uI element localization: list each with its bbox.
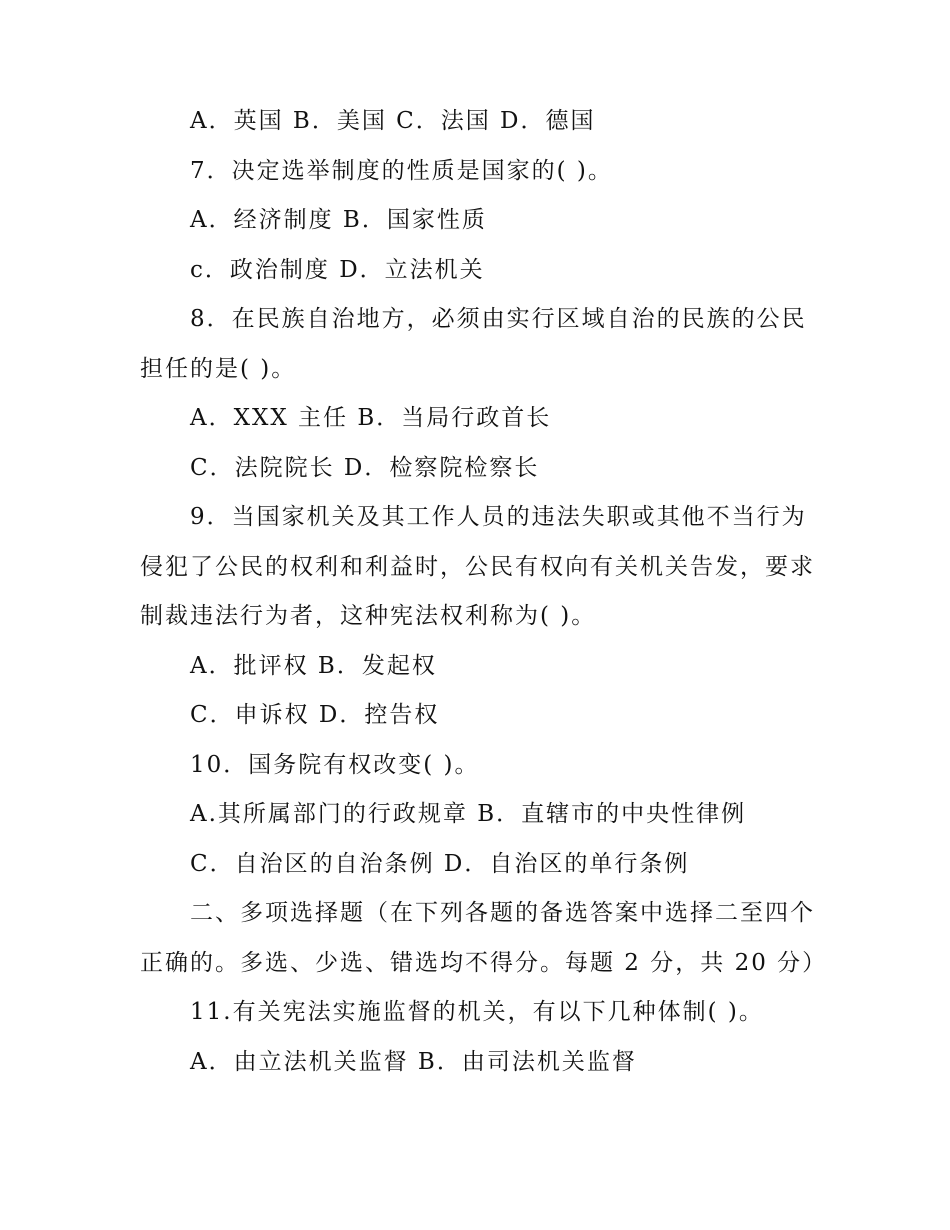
q8-options-cd-line: C．法院院长 D．检察院检察长: [190, 455, 540, 481]
q11-question-line: 11.有关宪法实施监督的机关，有以下几种体制( )。: [190, 999, 764, 1025]
q10-options-ab-line: A.其所属部门的行政规章 B．直辖市的中央性律例: [190, 801, 747, 827]
q8-question-line-2: 担任的是( )。: [140, 356, 297, 382]
q10-options-cd-line: C．自治区的自治条例 D．自治区的单行条例: [190, 851, 690, 877]
q7-options-ab-line: A．经济制度 B．国家性质: [190, 207, 487, 233]
q6-options-line: A．英国 B．美国 C．法国 D．德国: [190, 108, 596, 134]
q10-question-line: 10．国务院有权改变( )。: [190, 752, 480, 778]
q7-options-cd-line: c．政治制度 D．立法机关: [190, 257, 485, 283]
q9-question-line-1: 9．当国家机关及其工作人员的违法失职或其他不当行为: [190, 504, 807, 530]
q11-options-ab-line: A．由立法机关监督 B．由司法机关监督: [190, 1049, 637, 1075]
q9-options-ab-line: A．批评权 B．发起权: [190, 653, 437, 679]
q8-options-ab-line: A．XXX 主任 B．当局行政首长: [190, 405, 552, 431]
q9-question-line-3: 制裁违法行为者，这种宪法权利称为( )。: [140, 603, 597, 629]
q7-question-line: 7．决定选举制度的性质是国家的( )。: [190, 158, 613, 184]
section-heading-line-1: 二、多项选择题（在下列各题的备选答案中选择二至四个: [190, 900, 815, 926]
q9-question-line-2: 侵犯了公民的权利和利益时，公民有权向有关机关告发，要求: [140, 554, 815, 580]
section-heading-line-2: 正确的。多选、少选、错选均不得分。每题 2 分，共 20 分）: [140, 950, 828, 976]
q8-question-line-1: 8．在民族自治地方，必须由实行区域自治的民族的公民: [190, 306, 807, 332]
q9-options-cd-line: C．申诉权 D．控告权: [190, 702, 440, 728]
